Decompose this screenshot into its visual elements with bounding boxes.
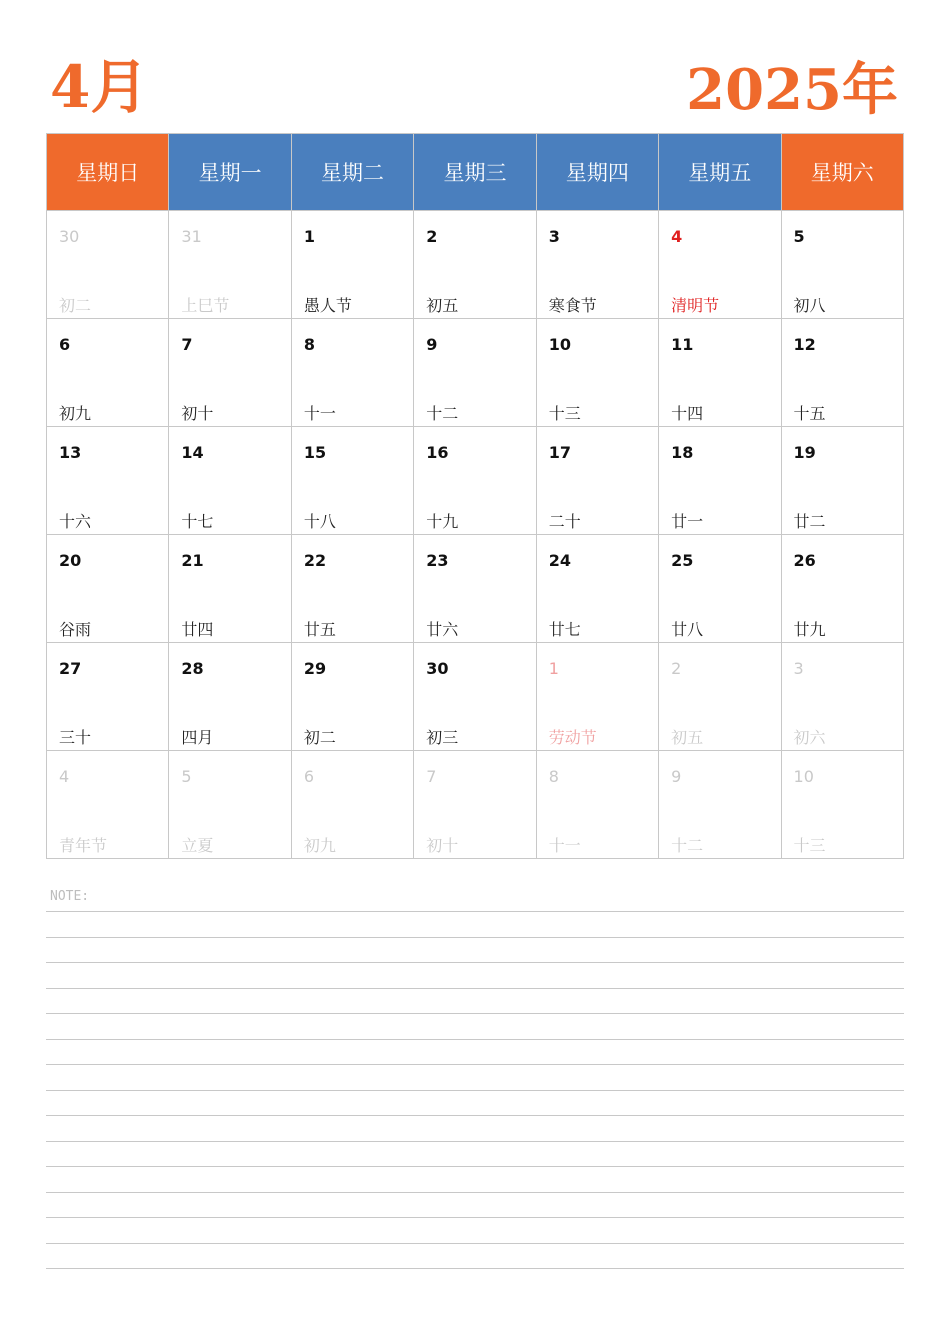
- calendar-day-cell[interactable]: [47, 319, 169, 427]
- lunar-or-festival-label: 十二: [426, 404, 459, 423]
- day-number: 18: [671, 443, 694, 462]
- calendar-day-cell[interactable]: [536, 427, 658, 535]
- calendar-day-cell[interactable]: [291, 535, 413, 643]
- day-number: 2: [426, 227, 438, 246]
- calendar-day-cell[interactable]: [781, 319, 903, 427]
- lunar-or-festival-label: 十四: [671, 404, 704, 423]
- calendar-day-cell[interactable]: [781, 535, 903, 643]
- weekday-header: 星期五: [659, 134, 781, 211]
- day-number: 10: [793, 767, 814, 786]
- calendar-grid: [46, 133, 904, 859]
- lunar-or-festival-label: 三十: [59, 728, 92, 747]
- note-line[interactable]: [46, 1040, 904, 1066]
- note-line[interactable]: [46, 1244, 904, 1270]
- calendar-day-cell[interactable]: [47, 751, 169, 859]
- day-number: 17: [548, 443, 571, 462]
- calendar-week-row: [47, 211, 904, 319]
- calendar-day-cell[interactable]: [291, 427, 413, 535]
- lunar-or-festival-label: 初五: [671, 728, 704, 747]
- year-title: 2025年: [686, 57, 898, 123]
- day-number: 22: [303, 551, 327, 570]
- lunar-or-festival-label: 廿一: [671, 512, 704, 531]
- lunar-or-festival-label: 初六: [793, 728, 826, 747]
- month-title: 4月: [50, 53, 149, 121]
- lunar-or-festival-label: 愚人节: [303, 296, 352, 315]
- weekday-header: 星期日: [47, 134, 169, 211]
- calendar-day-cell[interactable]: [659, 643, 781, 751]
- calendar-week-row: [47, 427, 904, 535]
- lunar-or-festival-label: 十一: [548, 836, 581, 855]
- calendar-day-cell[interactable]: [47, 643, 169, 751]
- lunar-or-festival-label: 谷雨: [59, 620, 92, 639]
- calendar-day-cell[interactable]: [291, 751, 413, 859]
- lunar-or-festival-label: 初五: [426, 296, 459, 315]
- weekday-header: 星期一: [169, 134, 291, 211]
- day-number: 31: [181, 227, 202, 246]
- lunar-or-festival-label: 廿七: [548, 620, 581, 639]
- weekday-header-row: [47, 134, 904, 211]
- lunar-or-festival-label: 廿四: [181, 620, 214, 639]
- day-number: 2: [671, 659, 682, 678]
- calendar-day-cell[interactable]: [169, 211, 291, 319]
- lunar-or-festival-label: 初九: [303, 836, 336, 855]
- lunar-or-festival-label: 十三: [793, 836, 826, 855]
- calendar-day-cell[interactable]: [781, 427, 903, 535]
- lunar-or-festival-label: 初二: [59, 296, 92, 315]
- lunar-or-festival-label: 十五: [793, 404, 826, 423]
- calendar-body: [47, 211, 904, 859]
- weekday-header: 星期三: [414, 134, 536, 211]
- calendar-day-cell[interactable]: [291, 643, 413, 751]
- day-number: 14: [181, 443, 204, 462]
- day-number: 6: [59, 335, 71, 354]
- calendar-week-row: [47, 643, 904, 751]
- notes-section: [46, 889, 904, 1269]
- note-line[interactable]: [46, 989, 904, 1015]
- day-number: 29: [303, 659, 327, 678]
- calendar-day-cell[interactable]: [536, 535, 658, 643]
- calendar-day-cell[interactable]: [47, 427, 169, 535]
- note-lines: [46, 912, 904, 1269]
- lunar-or-festival-label: 四月: [181, 728, 214, 747]
- lunar-or-festival-label: 初八: [793, 296, 826, 315]
- day-number: 9: [671, 767, 682, 786]
- lunar-or-festival-label: 初九: [59, 404, 92, 423]
- day-number: 11: [671, 335, 694, 354]
- lunar-or-festival-label: 十三: [548, 404, 581, 423]
- calendar-day-cell[interactable]: [169, 535, 291, 643]
- lunar-or-festival-label: 十六: [59, 512, 92, 531]
- note-line[interactable]: [46, 1091, 904, 1117]
- day-number: 30: [59, 227, 80, 246]
- note-line[interactable]: [46, 1167, 904, 1193]
- day-number: 1: [548, 659, 559, 678]
- day-number: 6: [303, 767, 315, 786]
- lunar-or-festival-label: 初十: [426, 836, 459, 855]
- calendar-week-row: [47, 319, 904, 427]
- lunar-or-festival-label: 立夏: [181, 836, 214, 855]
- day-number: 21: [181, 551, 204, 570]
- calendar-day-cell[interactable]: [169, 643, 291, 751]
- lunar-or-festival-label: 清明节: [671, 296, 720, 315]
- calendar-day-cell[interactable]: [291, 319, 413, 427]
- calendar-day-cell[interactable]: [659, 751, 781, 859]
- calendar-day-cell[interactable]: [414, 211, 536, 319]
- day-number: 13: [59, 443, 82, 462]
- calendar-day-cell[interactable]: [536, 643, 658, 751]
- weekday-header: 星期四: [536, 134, 658, 211]
- calendar-day-cell[interactable]: [536, 211, 658, 319]
- day-number: 5: [793, 227, 805, 246]
- calendar-day-cell[interactable]: [414, 319, 536, 427]
- note-line[interactable]: [46, 1193, 904, 1219]
- note-line[interactable]: [46, 963, 904, 989]
- lunar-or-festival-label: 十二: [671, 836, 704, 855]
- lunar-or-festival-label: 初二: [303, 728, 336, 747]
- day-number: 27: [59, 659, 82, 678]
- lunar-or-festival-label: 寒食节: [548, 296, 597, 315]
- day-number: 26: [793, 551, 816, 570]
- lunar-or-festival-label: 十七: [181, 512, 214, 531]
- note-line[interactable]: [46, 1218, 904, 1244]
- day-number: 28: [181, 659, 204, 678]
- calendar-day-cell[interactable]: [536, 751, 658, 859]
- calendar-day-cell[interactable]: [781, 643, 903, 751]
- calendar-day-cell[interactable]: [781, 211, 903, 319]
- day-number: 16: [426, 443, 449, 462]
- calendar-day-cell[interactable]: [291, 211, 413, 319]
- day-number: 8: [548, 767, 559, 786]
- notes-label: NOTE:: [46, 889, 904, 912]
- day-number: 30: [426, 659, 449, 678]
- lunar-or-festival-label: 十九: [426, 512, 459, 531]
- day-number: 1: [303, 227, 315, 246]
- calendar-day-cell[interactable]: [414, 643, 536, 751]
- note-line[interactable]: [46, 1014, 904, 1040]
- note-line[interactable]: [46, 1116, 904, 1142]
- lunar-or-festival-label: 初十: [181, 404, 214, 423]
- calendar-day-cell[interactable]: [414, 535, 536, 643]
- day-number: 4: [671, 227, 683, 246]
- lunar-or-festival-label: 廿九: [793, 620, 826, 639]
- calendar-day-cell[interactable]: [659, 535, 781, 643]
- day-number: 10: [548, 335, 571, 354]
- calendar-day-cell[interactable]: [414, 751, 536, 859]
- calendar-day-cell[interactable]: [169, 751, 291, 859]
- lunar-or-festival-label: 初三: [426, 728, 459, 747]
- calendar-day-cell[interactable]: [781, 751, 903, 859]
- lunar-or-festival-label: 二十: [548, 512, 581, 531]
- day-number: 3: [548, 227, 560, 246]
- calendar-day-cell[interactable]: [536, 319, 658, 427]
- lunar-or-festival-label: 廿八: [671, 620, 704, 639]
- note-line[interactable]: [46, 1142, 904, 1168]
- lunar-or-festival-label: 十一: [303, 404, 336, 423]
- lunar-or-festival-label: 上巳节: [181, 296, 230, 315]
- calendar-week-row: [47, 751, 904, 859]
- lunar-or-festival-label: 十八: [303, 512, 336, 531]
- weekday-header: 星期六: [781, 134, 903, 211]
- day-number: 9: [426, 335, 438, 354]
- weekday-header: 星期二: [291, 134, 413, 211]
- calendar-day-cell[interactable]: [659, 427, 781, 535]
- calendar-day-cell[interactable]: [414, 427, 536, 535]
- day-number: 15: [303, 443, 327, 462]
- lunar-or-festival-label: 廿五: [303, 620, 336, 639]
- note-line[interactable]: [46, 938, 904, 964]
- day-number: 12: [793, 335, 816, 354]
- day-number: 7: [426, 767, 437, 786]
- lunar-or-festival-label: 劳动节: [548, 728, 597, 747]
- day-number: 25: [671, 551, 694, 570]
- day-number: 8: [303, 335, 315, 354]
- calendar-day-cell[interactable]: [47, 535, 169, 643]
- day-number: 23: [426, 551, 449, 570]
- day-number: 20: [59, 551, 82, 570]
- lunar-or-festival-label: 廿二: [793, 512, 826, 531]
- day-number: 19: [793, 443, 816, 462]
- calendar-day-cell[interactable]: [659, 319, 781, 427]
- calendar-day-cell[interactable]: [47, 211, 169, 319]
- day-number: 24: [548, 551, 571, 570]
- day-number: 7: [181, 335, 193, 354]
- day-number: 5: [181, 767, 192, 786]
- calendar-day-cell[interactable]: [659, 211, 781, 319]
- calendar-day-cell[interactable]: [169, 427, 291, 535]
- lunar-or-festival-label: 廿六: [426, 620, 459, 639]
- day-number: 4: [59, 767, 70, 786]
- calendar-day-cell[interactable]: [169, 319, 291, 427]
- note-line[interactable]: [46, 912, 904, 938]
- lunar-or-festival-label: 青年节: [59, 836, 108, 855]
- note-line[interactable]: [46, 1065, 904, 1091]
- day-number: 3: [793, 659, 804, 678]
- calendar-week-row: [47, 535, 904, 643]
